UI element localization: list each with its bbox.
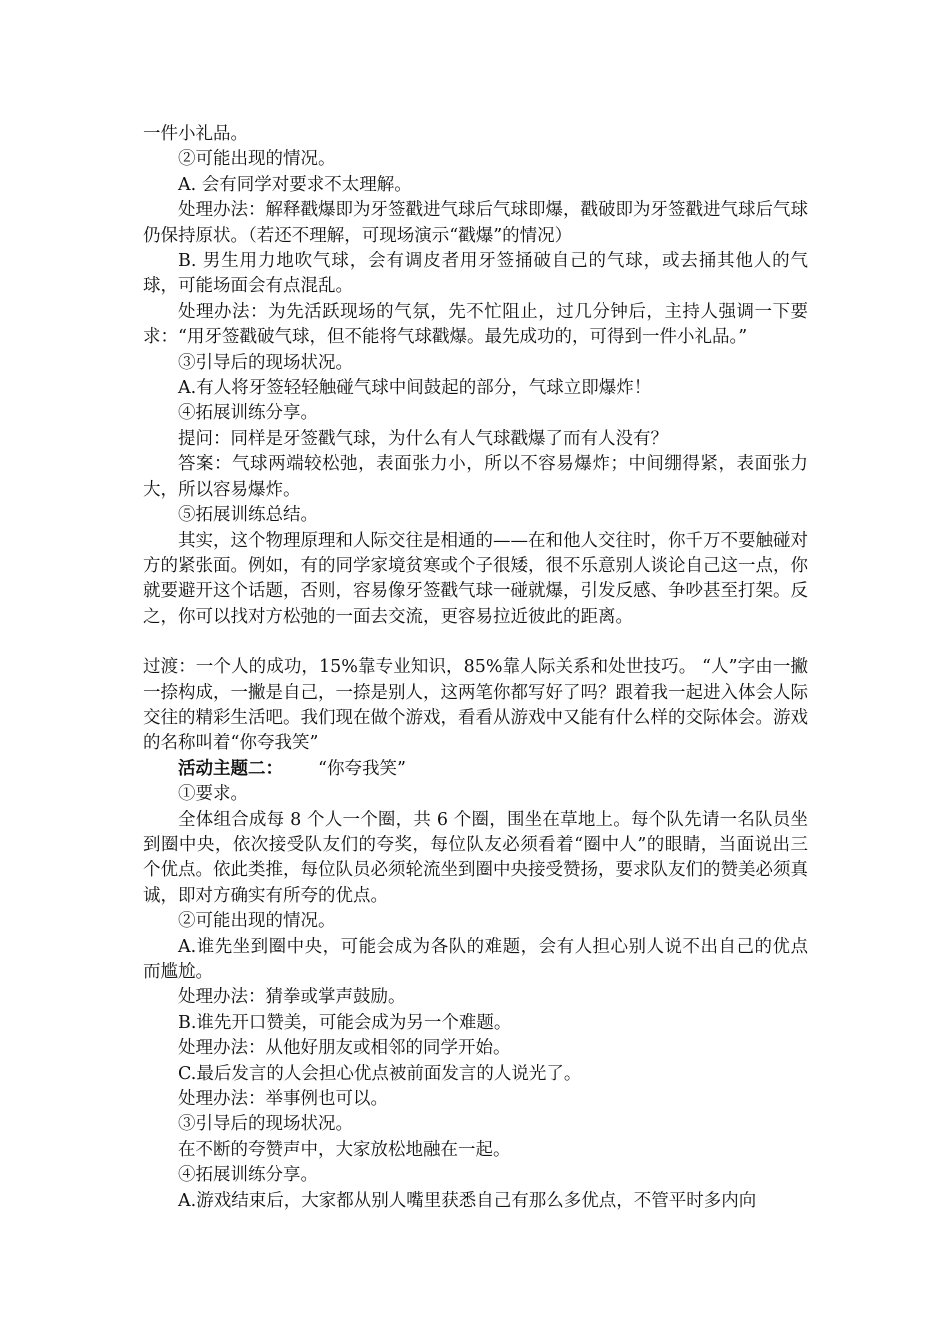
theme-spacer [283, 759, 318, 779]
activity-theme-two [143, 757, 808, 782]
situation-b-2: B.谁先开口赞美，可能会成为另一个难题。 [178, 1012, 512, 1033]
training-share-a-2: A.游戏结束后，大家都从别人嘴里获悉自己有那么多优点，不管平时多内向 [178, 1190, 757, 1211]
guided-status-text-2: 在不断的夸赞声中，大家放松地融在一起。 [178, 1139, 511, 1160]
heading-guided-status-1: ③引导后的现场状况。 [178, 352, 353, 373]
situation-a-1: A. 会有同学对要求不太理解。 [178, 174, 412, 195]
activity-theme-title: “你夸我笑” [318, 758, 406, 779]
summary-text: 其实，这个物理原理和人际交往是相通的——在和他人交往时，你千万不要触碰对方的紧张面。例如，有的同学家境贫寒或个子很矮，很不乐意别人谈论自己这一点，你就要避开这个话题，否则，容易像牙签戳气球一碰就爆，引发反感、争吵甚至打架。反之，你可以找对方松弛的一面去交流，更容易拉近彼此的距离。 [143, 530, 808, 627]
answer: 答案：气球两端较松弛，表面张力小，所以不容易爆炸；中间绷得紧，表面张力大，所以容易爆炸。 [143, 454, 808, 500]
heading-possible-situations-1: ②可能出现的情况。 [178, 149, 336, 170]
situation-c-2: C.最后发言的人会担心优点被前面发言的人说光了。 [178, 1063, 582, 1084]
situation-b-1: B. 男生用力地吹气球，会有调皮者用牙签捅破自己的气球，或去捅其他人的气球，可能场面会有点混乱。 [143, 251, 808, 297]
solution-a-2: 处理办法：猜拳或掌声鼓励。 [178, 987, 406, 1008]
solution-b-1: 处理办法：为先活跃现场的气氛，先不忙阻止，过几分钟后，主持人强调一下要求：“用牙签戳破气球，但不能将气球戳爆。最先成功的，可得到一件小礼品。” [143, 301, 808, 348]
solution-b-2: 处理办法：从他好朋友或相邻的同学开始。 [178, 1038, 511, 1059]
activity-theme-label: 活动主题二： [178, 758, 283, 779]
heading-training-share-2: ④拓展训练分享。 [178, 1165, 318, 1186]
solution-a-1: 处理办法：解释戳爆即为牙签戳进气球后气球即爆，戳破即为牙签戳进气球后气球仍保持原状。（若还不理解，可现场演示“戳爆”的情况） [143, 200, 808, 246]
guided-status-a-1: A.有人将牙签轻轻触碰气球中间鼓起的部分，气球立即爆炸！ [178, 378, 652, 399]
heading-training-summary: ⑤拓展训练总结。 [178, 505, 318, 526]
situation-a-2: A.谁先坐到圈中央，可能会成为各队的难题，会有人担心别人说不出自己的优点而尴尬。 [143, 936, 808, 982]
document-page [143, 122, 808, 1214]
heading-possible-situations-2: ②可能出现的情况。 [178, 911, 336, 932]
transition-text: 过渡：一个人的成功，15%靠专业知识，85%靠人际关系和处世技巧。 “人”字由一撇一捺构成，一撇是自己，一捺是别人，这两笔你都写好了吗？跟着我一起进入体会人际交往的精彩生活吧。我们现在做个游戏，看看从游戏中又能有什么样的交际体会。游戏的名称叫着“你夸我笑” [143, 657, 808, 754]
paragraph-prize-continuation: 一件小礼品。 [143, 124, 248, 144]
heading-guided-status-2: ③引导后的现场状况。 [178, 1114, 353, 1135]
solution-c-2: 处理办法：举事例也可以。 [178, 1089, 388, 1110]
question: 提问：同样是牙签戳气球，为什么有人气球戳爆了而有人没有？ [178, 428, 668, 449]
heading-training-share-1: ④拓展训练分享。 [178, 403, 318, 424]
requirements-text: 全体组合成每 8 个人一个圈，共 6 个圈，围坐在草地上。每个队先请一名队员坐到圈中央，依次接受队友们的夸奖，每位队友必须看着“圈中人”的眼睛，当面说出三个优点。依此类推，每位队员必须轮流坐到圈中央接受赞扬，要求队友们的赞美必须真诚，即对方确实有所夸的优点。 [143, 809, 808, 906]
heading-requirements: ①要求。 [178, 784, 248, 805]
